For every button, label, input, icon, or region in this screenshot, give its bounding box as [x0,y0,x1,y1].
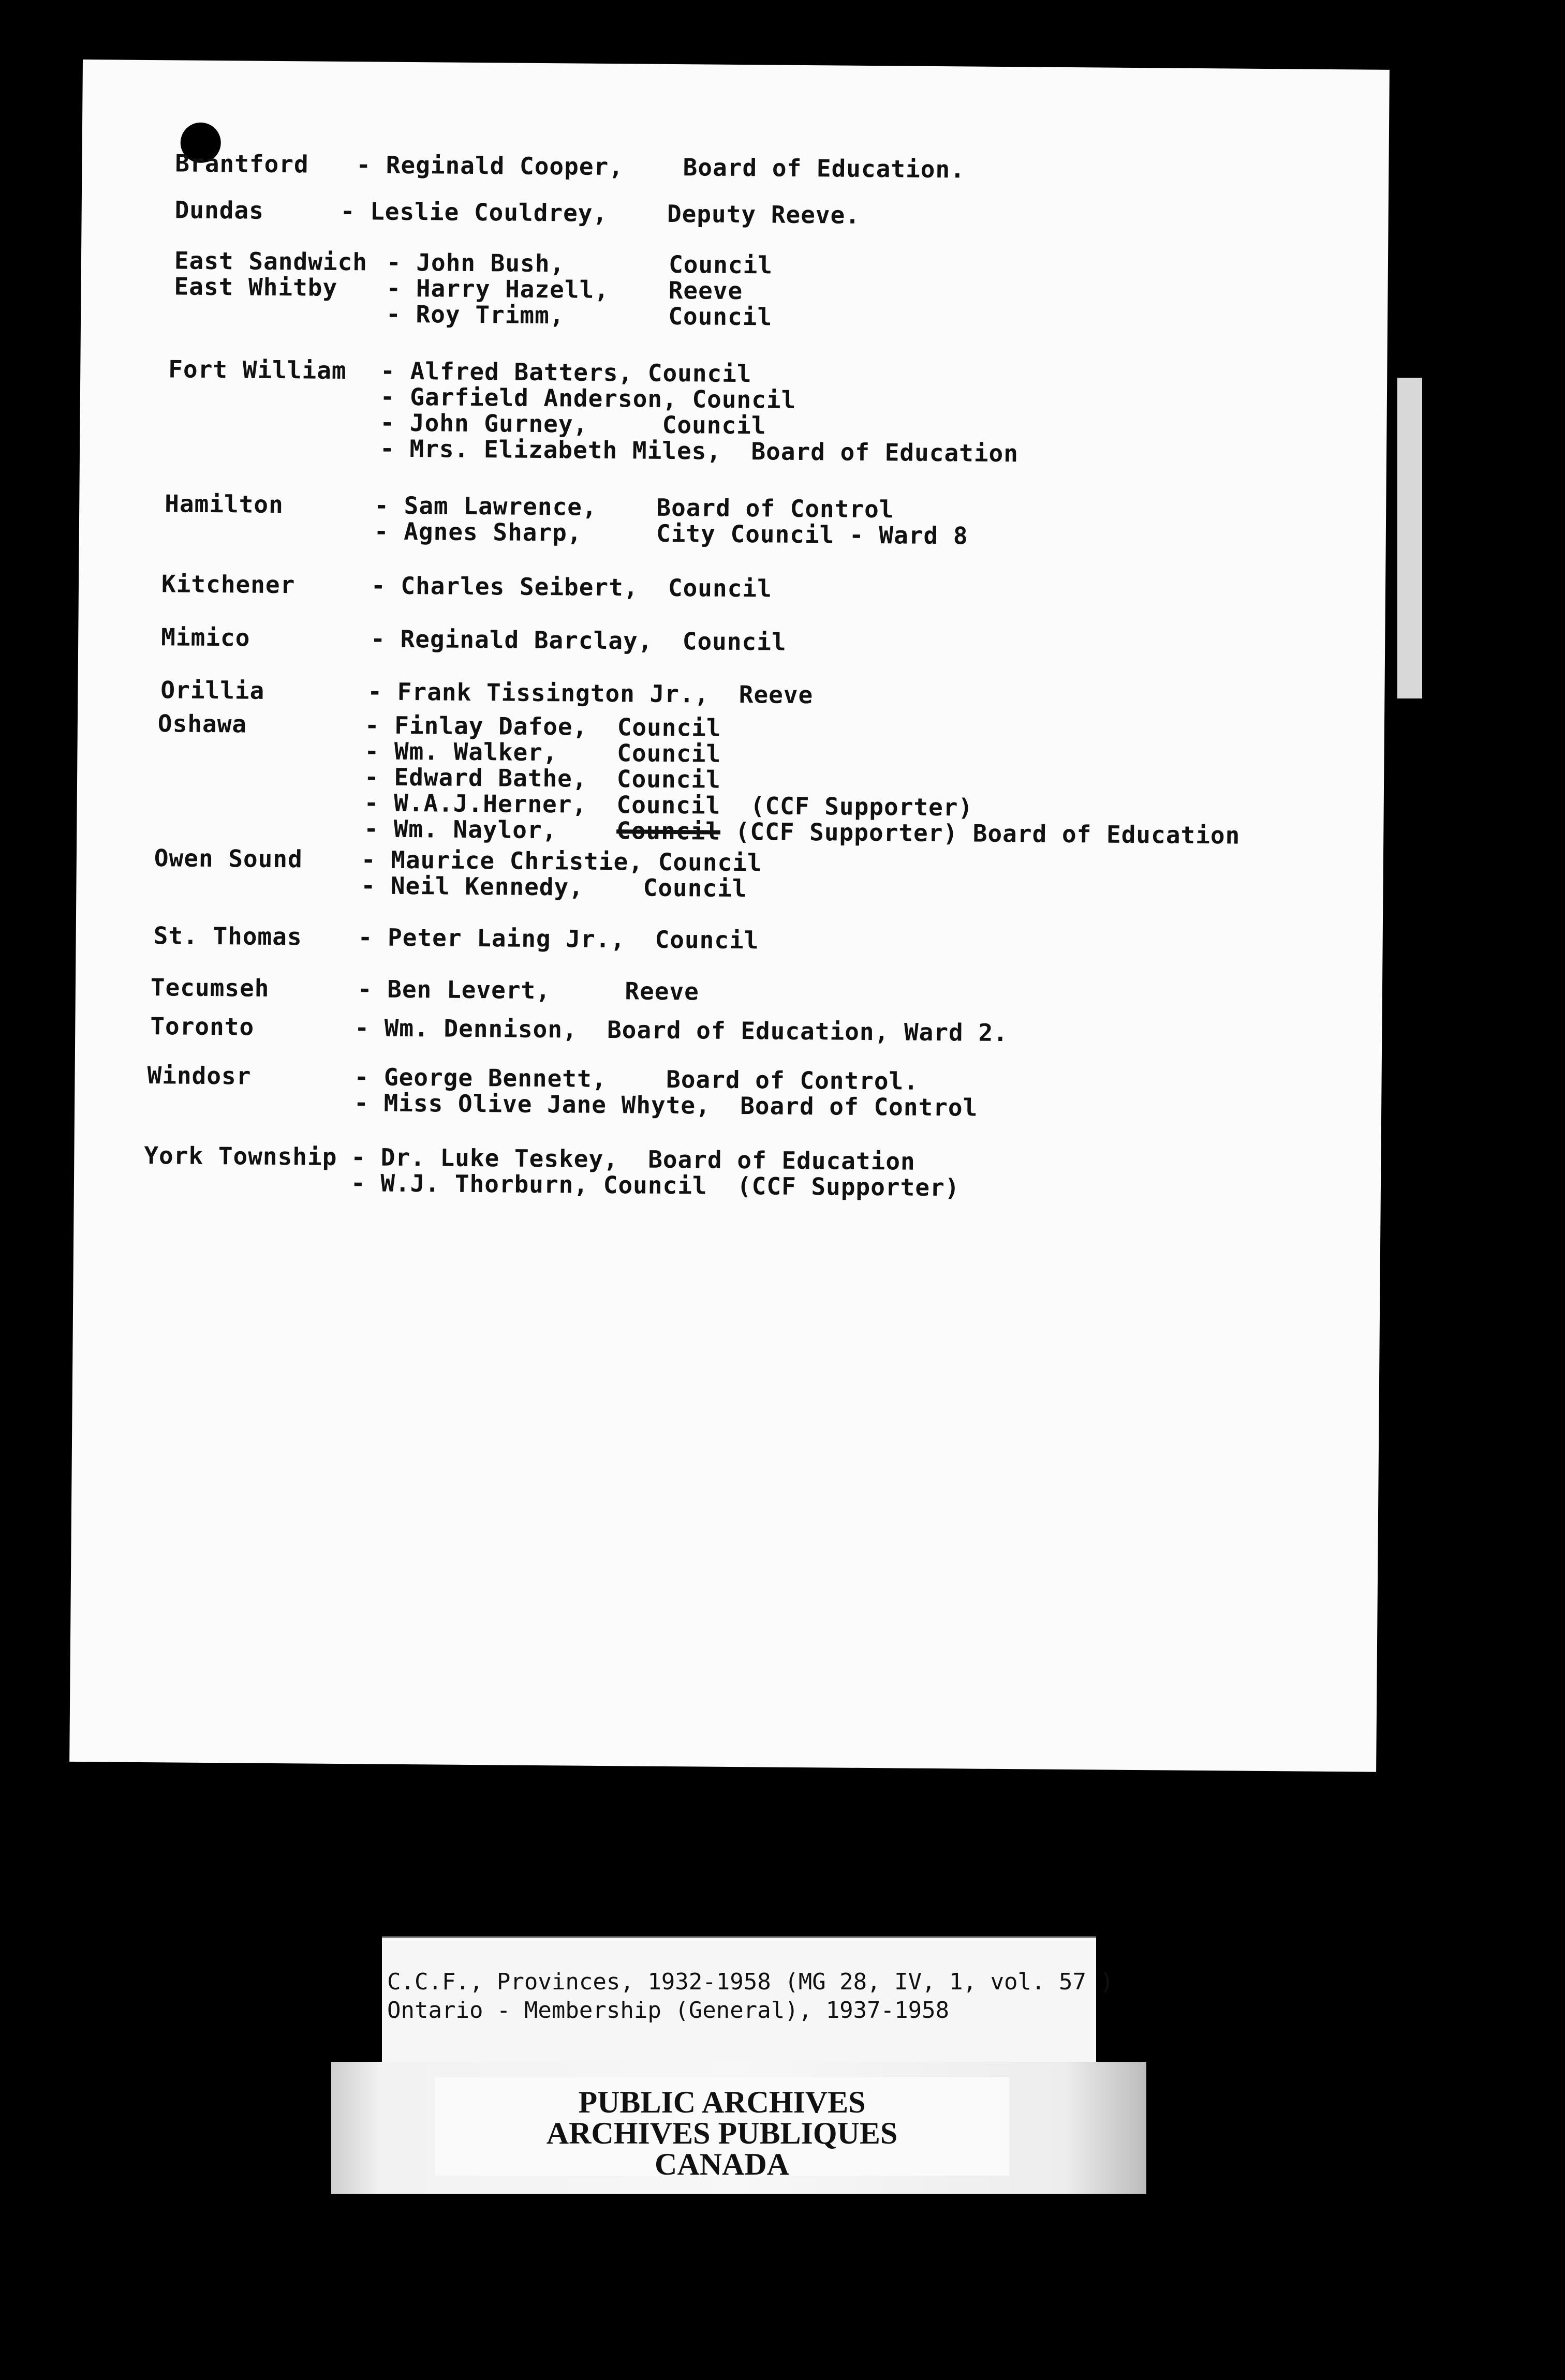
entry-text: - Mrs. Elizabeth Miles, Board of Education [379,434,1019,468]
entry-place: York Township [144,1141,337,1171]
entry-text: - Frank Tissington Jr., Reeve [367,677,814,709]
entry-text: - Dr. Luke Teskey, Board of Education [351,1143,916,1176]
entry-text: - George Bennett, Board of Control. [354,1063,919,1095]
entry-place: Tecumseh [150,973,270,1002]
entry-place: East Whitby [174,272,338,302]
document-page [69,60,1390,1772]
entry-place: Orillia [160,676,265,705]
entry-text: - W.J. Thorburn, Council (CCF Supporter) [350,1169,960,1202]
entry-text: - W.A.J.Herner, Council (CCF Supporter) [364,789,973,822]
archives-stamp [331,2062,1146,2194]
entry-text: - Alfred Batters, Council [380,356,752,388]
entry-place: Kitchener [161,570,296,599]
entry-text: - Wm. Dennison, Board of Education, Ward 2. [355,1014,1009,1047]
entry-text: - Maurice Christie, Council [361,845,762,877]
entry-place: Mimico [161,623,250,652]
stamp-line-2: ARCHIVES PUBLIQUES [546,2116,898,2150]
entry-text: - Finlay Dafoe, Council [364,711,721,742]
entry-text: - John Bush, Council [386,248,773,279]
reference-line-2: Ontario - Membership (General), 1937-1958 [387,1997,950,2024]
entry-text: - Peter Laing Jr., Council [358,923,759,955]
entry-text: - Reginald Barclay, Council [371,624,787,656]
entry-text: - Charles Seibert, Council [371,571,772,603]
entry-text-naylor [364,814,1240,849]
entry-text: - Edward Bathe, Council [364,763,721,794]
entry-text: - Ben Levert, Reeve [357,975,700,1006]
entry-text: - Agnes Sharp, City Council - Ward 8 [374,517,968,550]
entry-place: Owen Sound [154,844,303,873]
entry-text: - Garfield Anderson, Council [380,382,796,414]
entry-place: Dundas [174,196,264,225]
reference-line-1: C.C.F., Provinces, 1932-1958 (MG 28, IV, 1, vol. 57 ) [387,1969,1114,1995]
entry-text: - Harry Hazell, Reeve [386,274,743,305]
entry-place: Fort William [168,355,347,385]
entry-text: - Leslie Couldrey, Deputy Reeve. [340,197,861,229]
entry-place: St. Thomas [153,921,302,951]
entry-text: - Reginald Cooper, Board of Education. [356,151,966,184]
struck-word: Council [616,816,721,845]
entry-place: Toronto [150,1012,255,1041]
entry-text: - Miss Olive Jane Whyte, Board of Control [353,1089,978,1122]
entry-place: Brantford [175,149,309,178]
entry-place: Hamilton [165,489,284,519]
page-edge-tab [1397,378,1422,698]
naylor-name: - Wm. Naylor, [364,814,557,844]
entry-text: - Neil Kennedy, Council [361,871,747,903]
stamp-panel [435,2077,1009,2181]
entry-text: - Sam Lawrence, Board of Control [374,491,894,524]
entry-text: - Wm. Walker, Council [364,737,721,768]
entry-text: - Roy Trimm, Council [386,300,773,331]
entry-text: - John Gurney, Council [380,408,766,440]
naylor-after: (CCF Supporter) Board of Education [720,817,1241,850]
stamp-line-3: CANADA [655,2147,789,2181]
entry-place: Oshawa [157,709,247,738]
entry-place: Windosr [147,1061,252,1090]
archive-reference-label [382,1936,1114,2064]
stamp-line-1: PUBLIC ARCHIVES [578,2085,866,2119]
entry-place: East Sandwich [174,246,368,276]
